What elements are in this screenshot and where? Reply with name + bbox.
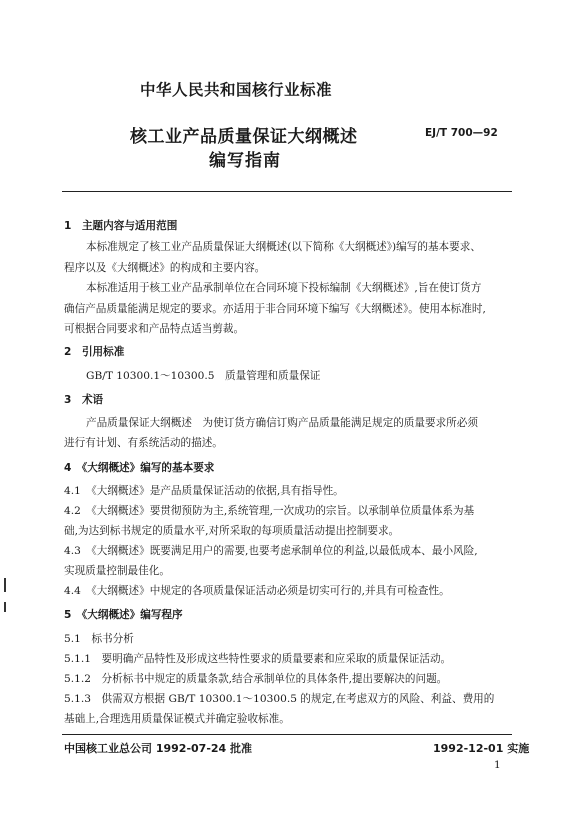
document-title-line2: 编写指南 [209,151,281,171]
standard-code: EJ/T 700—92 [425,127,498,139]
standard-org: 中华人民共和国核行业标准 [140,81,333,99]
section-3-heading: 3 术语 [64,394,104,406]
clause-5-1-1: 5.1.1 要明确产品特性及形成这些特性要求的质量要素和应采取的质量保证活动。 [64,653,452,665]
clause-4-2: 4.2 《大纲概述》要贯彻预防为主,系统管理,一次成功的宗旨。以承制单位质量体系为基 [64,505,475,517]
header-rule [62,191,512,192]
clause-5-1-2: 5.1.2 分析标书中规定的质量条款,结合承制单位的具体条件,提出要解决的问题。 [64,673,448,685]
clause-4-3-cont: 实现质量控制最佳化。 [64,565,170,577]
section-3-definition-cont: 进行有计划、有系统活动的描述。 [64,437,223,449]
document-title: 核工业产品质量保证大纲概述 [130,127,358,147]
section-3-definition: 产品质量保证大纲概述 为使订货方确信订购产品质量能满足规定的质量要求所必须 [86,417,478,429]
section-1-paragraph-2-cont: 确信产品质量能满足规定的要求。亦适用于非合同环境下编写《大纲概述》。使用本标准时, [64,303,486,315]
clause-5-1-3: 5.1.3 供需双方根据 GB/T 10300.1～10300.5 的规定,在考虑双方的风险、利益、费用的 [64,693,495,705]
footer-rule [62,734,512,735]
scan-edge-mark [4,602,6,612]
section-2-heading: 2 引用标准 [64,346,125,358]
clause-5-1: 5.1 标书分析 [64,633,134,645]
clause-5-1-3-cont: 基础上,合理选用质量保证模式并确定验收标准。 [64,713,290,725]
section-1-heading: 1 主题内容与适用范围 [64,220,178,232]
clause-4-1: 4.1 《大纲概述》是产品质量保证活动的依据,具有指导性。 [64,485,344,497]
section-1-paragraph-1-cont: 程序以及《大纲概述》的构成和主要内容。 [64,262,266,274]
effective-date: 1992-12-01 实施 [433,742,530,755]
clause-4-4: 4.4 《大纲概述》中规定的各项质量保证活动必须是切实可行的,并具有可检查性。 [64,585,450,597]
section-1-paragraph-2: 本标准适用于核工业产品承制单位在合同环境下投标编制《大纲概述》,旨在使订货方 [86,282,482,294]
section-5-heading: 5 《大纲概述》编写程序 [64,609,183,621]
section-4-heading: 4 《大纲概述》编写的基本要求 [64,462,215,474]
scan-edge-mark [4,578,6,592]
approval-line: 中国核工业总公司 1992-07-24 批准 [64,742,253,755]
clause-4-3: 4.3 《大纲概述》既要满足用户的需要,也要考虑承制单位的利益,以最低成本、最小风险, [64,545,478,557]
section-1-paragraph-2-end: 可根据合同要求和产品特点适当剪裁。 [64,323,245,335]
section-1-paragraph-1: 本标准规定了核工业产品质量保证大纲概述(以下简称《大纲概述》)编写的基本要求、 [86,241,481,253]
page-number: 1 [494,759,501,771]
section-2-reference: GB/T 10300.1～10300.5 质量管理和质量保证 [86,370,321,382]
clause-4-2-cont: 础,为达到标书规定的质量水平,对所采取的每项质量活动提出控制要求。 [64,525,400,537]
